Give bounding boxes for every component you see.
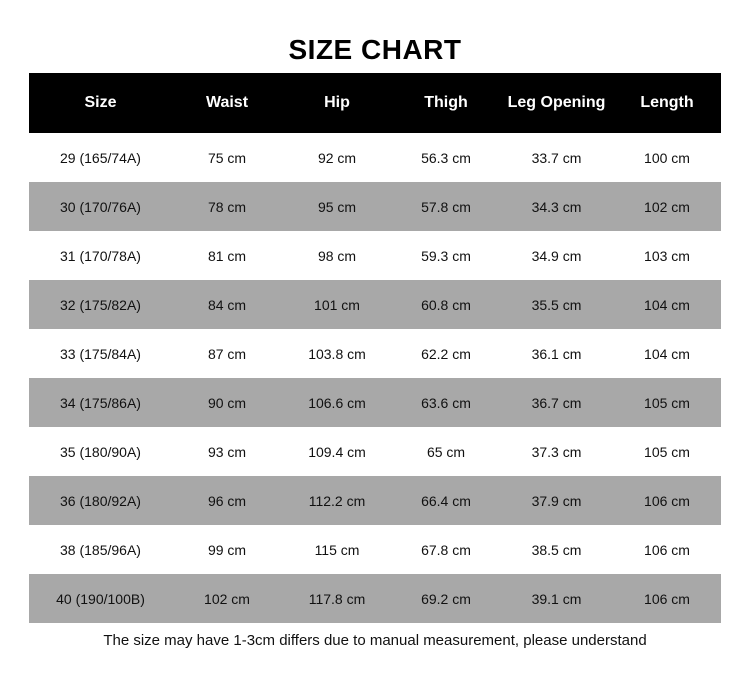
cell-thigh: 66.4 cm	[392, 476, 500, 525]
cell-leg-opening: 36.7 cm	[500, 378, 613, 427]
cell-waist: 87 cm	[207, 345, 247, 362]
cell-hip: 112.2 cm	[282, 476, 392, 525]
cell-leg-opening: 37.9 cm	[500, 476, 613, 525]
cell-length: 105 cm	[644, 443, 690, 460]
cell-leg-opening: 36.1 cm	[531, 345, 582, 362]
cell-thigh: 69.2 cm	[392, 574, 500, 623]
cell-hip: 98 cm	[317, 247, 357, 264]
cell-length: 100 cm	[644, 149, 690, 166]
header-thigh: Thigh	[392, 73, 500, 133]
cell-length: 103 cm	[644, 247, 690, 264]
header-leg-opening: Leg Opening	[500, 73, 613, 133]
cell-thigh: 56.3 cm	[421, 149, 471, 166]
table-row	[29, 182, 721, 231]
cell-size: 32 (175/82A)	[29, 280, 172, 329]
page-title: SIZE CHART	[288, 34, 462, 65]
size-chart-table	[29, 73, 721, 623]
cell-length: 106 cm	[613, 476, 721, 525]
cell-size: 35 (180/90A)	[60, 443, 141, 460]
cell-size: 36 (180/92A)	[29, 476, 172, 525]
table-row	[29, 231, 721, 280]
cell-hip: 92 cm	[317, 149, 357, 166]
cell-waist: 93 cm	[207, 443, 247, 460]
cell-length: 105 cm	[613, 378, 721, 427]
cell-waist: 75 cm	[207, 149, 247, 166]
cell-leg-opening: 34.9 cm	[531, 247, 582, 264]
cell-thigh: 62.2 cm	[421, 345, 471, 362]
cell-hip: 106.6 cm	[282, 378, 392, 427]
cell-size: 29 (165/74A)	[60, 149, 141, 166]
cell-leg-opening: 38.5 cm	[531, 541, 582, 558]
cell-hip: 95 cm	[282, 182, 392, 231]
cell-hip: 103.8 cm	[308, 345, 366, 362]
table-row	[29, 280, 721, 329]
table-row	[29, 574, 721, 623]
cell-leg-opening: 37.3 cm	[531, 443, 582, 460]
cell-leg-opening: 35.5 cm	[500, 280, 613, 329]
cell-length: 106 cm	[644, 541, 690, 558]
table-row	[29, 378, 721, 427]
header-row	[29, 73, 721, 133]
cell-size: 34 (175/86A)	[29, 378, 172, 427]
header-size: Size	[29, 73, 172, 133]
cell-waist: 78 cm	[172, 182, 282, 231]
cell-size: 31 (170/78A)	[60, 247, 141, 264]
cell-thigh: 65 cm	[426, 443, 466, 460]
header-waist: Waist	[172, 73, 282, 133]
table-body	[29, 133, 721, 623]
table-header	[29, 73, 721, 133]
cell-waist: 90 cm	[172, 378, 282, 427]
header-hip: Hip	[282, 73, 392, 133]
cell-waist: 102 cm	[172, 574, 282, 623]
cell-size: 40 (190/100B)	[29, 574, 172, 623]
cell-length: 106 cm	[613, 574, 721, 623]
cell-length: 104 cm	[644, 345, 690, 362]
cell-size: 30 (170/76A)	[29, 182, 172, 231]
cell-leg-opening: 39.1 cm	[500, 574, 613, 623]
cell-thigh: 60.8 cm	[392, 280, 500, 329]
table-row	[29, 329, 721, 378]
cell-waist: 99 cm	[207, 541, 247, 558]
cell-waist: 84 cm	[172, 280, 282, 329]
table-row	[29, 427, 721, 476]
cell-thigh: 59.3 cm	[421, 247, 471, 264]
cell-hip: 115 cm	[314, 541, 360, 558]
cell-leg-opening: 33.7 cm	[531, 149, 582, 166]
table-row	[29, 525, 721, 574]
cell-leg-opening: 34.3 cm	[500, 182, 613, 231]
cell-hip: 101 cm	[282, 280, 392, 329]
header-length: Length	[613, 73, 721, 133]
cell-thigh: 57.8 cm	[392, 182, 500, 231]
cell-size: 33 (175/84A)	[60, 345, 141, 362]
table-row	[29, 133, 721, 182]
cell-size: 38 (185/96A)	[60, 541, 141, 558]
cell-hip: 117.8 cm	[282, 574, 392, 623]
cell-waist: 81 cm	[207, 247, 247, 264]
cell-waist: 96 cm	[172, 476, 282, 525]
cell-hip: 109.4 cm	[308, 443, 366, 460]
table-row	[29, 476, 721, 525]
cell-length: 102 cm	[613, 182, 721, 231]
cell-thigh: 67.8 cm	[421, 541, 471, 558]
cell-length: 104 cm	[613, 280, 721, 329]
measurement-note: The size may have 1-3cm differs due to manual measurement, please understand	[103, 632, 647, 649]
cell-thigh: 63.6 cm	[392, 378, 500, 427]
